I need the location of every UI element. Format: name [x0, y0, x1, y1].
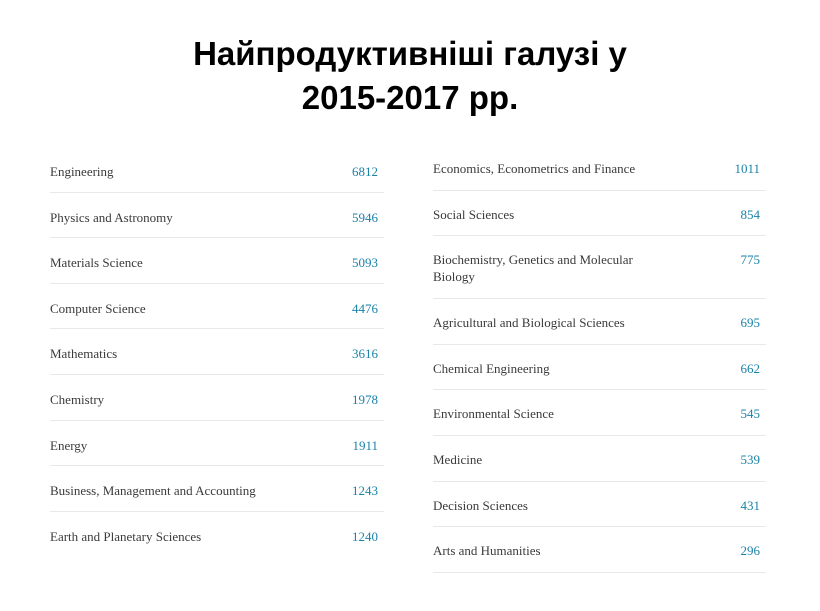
list-item-biochemistry[interactable]: [433, 236, 766, 299]
list-item-engineering[interactable]: [50, 147, 384, 193]
document-count[interactable]: 1911: [352, 437, 378, 453]
subject-list-left: [50, 147, 384, 557]
list-item-economics[interactable]: [433, 145, 766, 191]
document-count[interactable]: 296: [740, 543, 760, 559]
subject-name: Chemical Engineering: [433, 360, 550, 376]
subject-name: Chemistry: [50, 391, 105, 407]
list-item-arts-humanities[interactable]: [433, 527, 766, 573]
subject-list-right: [433, 145, 766, 573]
subject-name: Engineering: [50, 164, 114, 179]
document-count[interactable]: 431: [740, 497, 760, 513]
subject-name: Materials Science: [50, 255, 143, 271]
subject-name: Social Sciences: [433, 206, 515, 222]
subject-name: Environmental Science: [433, 406, 554, 422]
subject-name: Mathematics: [50, 346, 118, 362]
list-item-physics-astronomy[interactable]: [50, 193, 384, 239]
subject-name: Energy: [50, 437, 88, 453]
page-title: [0, 32, 820, 120]
list-item-business-management[interactable]: [50, 466, 384, 512]
document-count[interactable]: 775: [740, 252, 760, 268]
subject-name: Arts and Humanities: [433, 543, 541, 559]
subject-name: Physics and Astronomy: [50, 209, 173, 225]
list-item-chemistry[interactable]: [50, 375, 384, 421]
document-count[interactable]: 3616: [352, 346, 378, 362]
subject-name: Business, Management and Accounting: [50, 483, 256, 499]
list-item-chemical-engineering[interactable]: [433, 345, 766, 391]
document-count[interactable]: 5946: [352, 209, 378, 225]
title-line-1: Найпродуктивніші галузі у: [193, 35, 627, 72]
list-item-earth-planetary[interactable]: [50, 512, 384, 558]
list-item-decision-sciences[interactable]: [433, 482, 766, 528]
list-item-medicine[interactable]: [433, 436, 766, 482]
document-count[interactable]: 5093: [352, 255, 378, 271]
list-item-mathematics[interactable]: [50, 329, 384, 375]
subject-name: Biochemistry, Genetics and Molecular Biology: [433, 252, 633, 285]
list-item-agricultural[interactable]: [433, 299, 766, 345]
document-count[interactable]: 662: [740, 360, 760, 376]
subject-name: Economics, Econometrics and Finance: [433, 161, 636, 176]
document-count[interactable]: 545: [740, 406, 760, 422]
list-item-environmental[interactable]: [433, 390, 766, 436]
subject-name: Computer Science: [50, 300, 146, 316]
subject-name: Decision Sciences: [433, 497, 528, 513]
document-count[interactable]: 695: [740, 315, 760, 331]
document-count[interactable]: 1011: [734, 161, 760, 176]
subject-name: Earth and Planetary Sciences: [50, 528, 202, 544]
subject-name: Agricultural and Biological Sciences: [433, 315, 625, 331]
subject-name: Medicine: [433, 451, 483, 467]
document-count[interactable]: 539: [740, 451, 760, 467]
document-count[interactable]: 6812: [352, 164, 378, 179]
list-item-materials-science[interactable]: [50, 238, 384, 284]
list-item-computer-science[interactable]: [50, 284, 384, 330]
list-item-social-sciences[interactable]: [433, 191, 766, 237]
list-item-energy[interactable]: [50, 421, 384, 467]
document-count[interactable]: 1978: [352, 391, 378, 407]
document-count[interactable]: 1243: [352, 483, 378, 499]
document-count[interactable]: 854: [740, 206, 760, 222]
document-count[interactable]: 4476: [352, 300, 378, 316]
title-line-2: 2015-2017 рр.: [301, 79, 519, 116]
document-count[interactable]: 1240: [352, 528, 378, 544]
